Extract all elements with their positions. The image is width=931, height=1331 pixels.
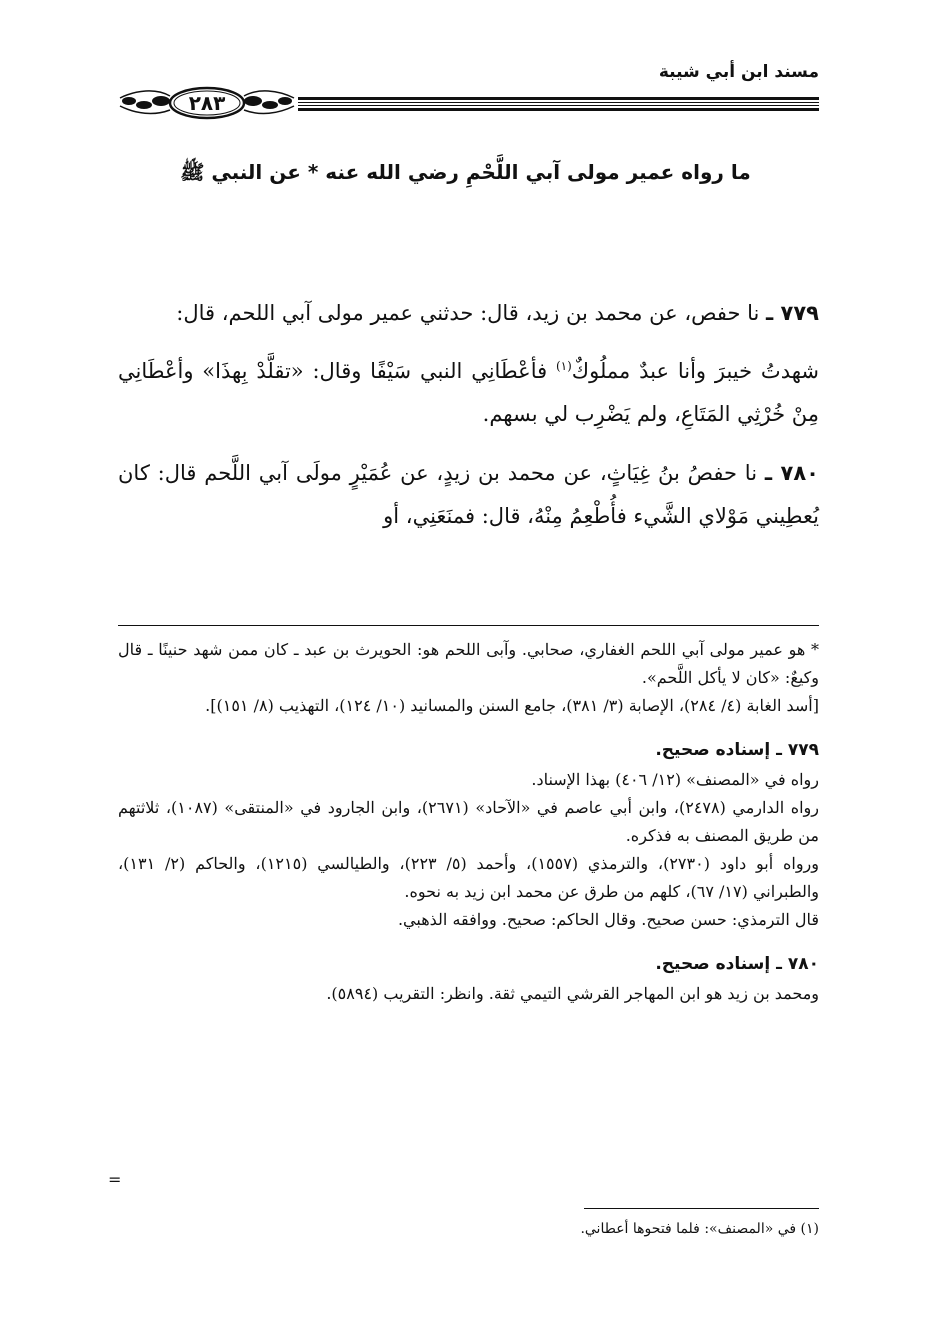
footnote-separator [584,1208,819,1209]
commentary-heading-780: ٧٨٠ ـ إسناده صحيح. [655,954,819,974]
continuation-mark: = [108,1170,122,1189]
chapter-heading: ما رواه عمير مولى آبي اللَّحْمِ رضي الله عنه * عن النبي ﷺ [180,160,751,184]
narrator-note: * هو عمير مولى آبي اللحم الغفاري، صحابي. وآبى اللحم هو: الحويرث بن عبد ـ كان ممن شهد حنينًا ـ قال وكيعٌ: «كان لا يأكل اللَّحم». [118,640,819,687]
running-title: مسند ابن أبي شيبة [658,62,819,82]
commentary-line: ورواه أبو داود (٢٧٣٠)، والترمذي (١٥٥٧)، وأحمد (٥/ ٢٢٣)، والطيالسي (١٢١٥)، والحاكم (٢/ ١٣١)، والطبراني (١٧/ ٦٧)، كلهم من طرق عن محمد ابن زيد به نحوه. [118,854,820,901]
commentary-separator [118,625,819,626]
footnote: (١) في «المصنف»: فلما فتحوها أعطاني. [580,1221,819,1237]
hadith-779-chain [118,292,819,335]
commentary-line: رواه في «المصنف» (١٢/ ٤٠٦) بهذا الإسناد. [531,770,819,789]
hadith-text: نا حفصُ بنُ غِيَاثٍ، عن محمد بن زيدٍ، عن عُمَيْرٍ مولَى آبي اللَّحم قال: كان يُعطِيني مَوْلاي الشَّيء فأُطْعِمُ مِنْهُ، قال: فمنَعَنِي، أو [118,461,819,528]
commentary-line: قال الترمذي: حسن صحيح. وقال الحاكم: صحيح. ووافقه الذهبي. [397,910,819,929]
commentary-line: رواه الدارمي (٢٤٧٨)، وابن أبي عاصم في «الآحاد» (٢٦٧١)، وابن الجارود في «المنتقى» (١٠٨٧)، ثلاثتهم من طريق المصنف به فذكره. [118,798,820,845]
hadith-780 [118,452,819,538]
commentary-heading-779: ٧٧٩ ـ إسناده صحيح. [655,740,819,760]
main-text [118,292,819,554]
commentary-line: ومحمد بن زيد هو ابن المهاجر القرشي التيمي ثقة. وانظر: التقريب (٥٨٩٤). [326,984,819,1003]
footnote-marker: (١) [555,359,572,373]
header-rule [298,97,819,111]
hadith-text: شهدتُ خيبرَ وأنا عبدٌ مملُوكٌ [571,359,819,383]
hadith-number: ٧٨٠ ـ [764,461,819,485]
commentary [118,636,819,1008]
page-number: ٢٨٣ [188,91,226,115]
hadith-chain: نا حفص، عن محمد بن زيد، قال: حدثني عمير مولى آبي اللحم، قال: [176,301,760,325]
narrator-sources: [أسد الغابة (٤/ ٢٨٤)، الإصابة (٣/ ٣٨١)، جامع السنن والمسانيد (١٠/ ١٢٤)، التهذيب (٨/ ١٥١)]. [205,696,819,715]
hadith-text-continued: فأعْطَانِي النبي سَيْفًا وقال: «تقلَّدْ بِهذَا» وأعْطَانِي مِنْ خُرْثِي المَتَاعِ، ولم يَضْرِب لي بسهم. [118,359,819,426]
hadith-779-text [118,345,819,436]
hadith-number: ٧٧٩ ـ [766,301,819,325]
